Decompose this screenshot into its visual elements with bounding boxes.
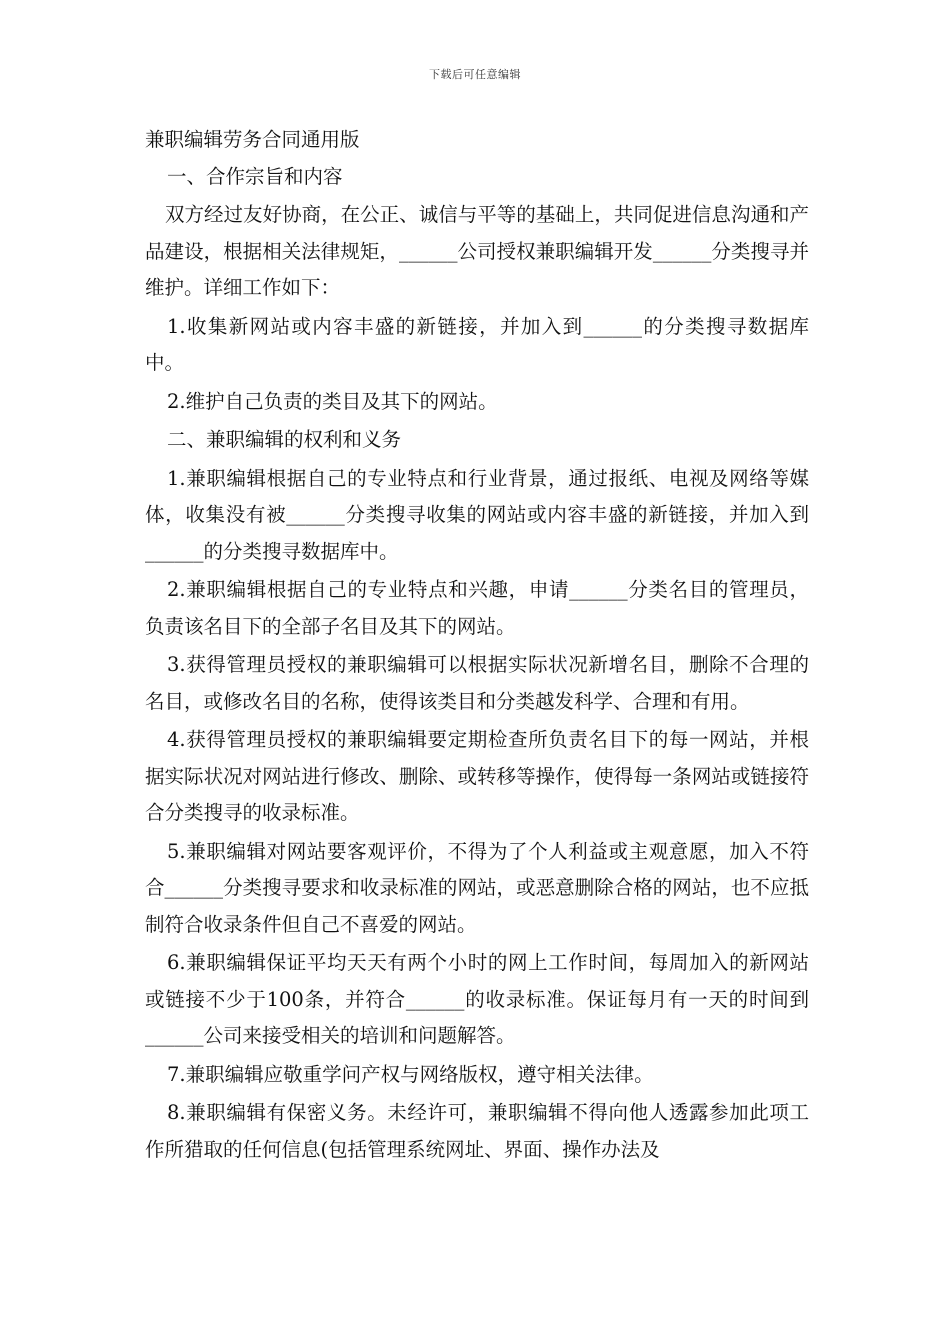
list-item: 3.获得管理员授权的兼职编辑可以根据实际状况新增名目，删除不合理的名目，或修改名目的名称，使得该类目和分类越发科学、合理和有用。 <box>145 653 809 713</box>
list-item: 1.收集新网站或内容丰盛的新链接，并加入到______的分类搜寻数据库中。 <box>145 314 809 374</box>
list-item: 2.维护自己负责的类目及其下的网站。 <box>167 389 498 413</box>
list-item: 5.兼职编辑对网站要客观评价，不得为了个人利益或主观意愿，加入不符合______分类搜寻要求和收录标准的网站，或恶意删除合格的网站，也不应抵制符合收录条件但自己不喜爱的网站。 <box>145 839 809 936</box>
paragraph: 双方经过友好协商，在公正、诚信与平等的基础上，共同促进信息沟通和产品建设，根据相关法律规矩，______公司授权兼职编辑开发______分类搜寻并维护。详细工作如下： <box>145 203 809 299</box>
section-heading-2: 二、兼职编辑的权利和义务 <box>167 428 402 451</box>
page-header-note: 下载后可任意编辑 <box>429 68 521 81</box>
list-item: 8.兼职编辑有保密义务。未经许可，兼职编辑不得向他人透露参加此项工作所猎取的任何信息(包括管理系统网址、界面、操作办法及 <box>145 1101 809 1161</box>
section-heading-1: 一、合作宗旨和内容 <box>167 164 343 188</box>
list-item: 7.兼职编辑应敬重学问产权与网络版权，遵守相关法律。 <box>167 1062 654 1086</box>
list-item: 6.兼职编辑保证平均天天有两个小时的网上工作时间，每周加入的新网站或链接不少于100条，并符合______的收录标准。保证每月有一天的时间到______公司来接受相关的培训和问题解答。 <box>145 951 809 1047</box>
document-body <box>145 122 809 1168</box>
list-item: 4.获得管理员授权的兼职编辑要定期检查所负责名目下的每一网站，并根据实际状况对网站进行修改、删除、或转移等操作，使得每一条网站或链接符合分类搜寻的收录标准。 <box>145 728 809 824</box>
list-item: 2.兼职编辑根据自己的专业特点和兴趣，申请______分类名目的管理员，负责该名目下的全部子名目及其下的网站。 <box>145 578 809 638</box>
document-title: 兼职编辑劳务合同通用版 <box>145 128 360 151</box>
list-item: 1.兼职编辑根据自己的专业特点和行业背景，通过报纸、电视及网络等媒体，收集没有被______分类搜寻收集的网站或内容丰盛的新链接，并加入到______的分类搜寻数据库中。 <box>145 466 809 563</box>
